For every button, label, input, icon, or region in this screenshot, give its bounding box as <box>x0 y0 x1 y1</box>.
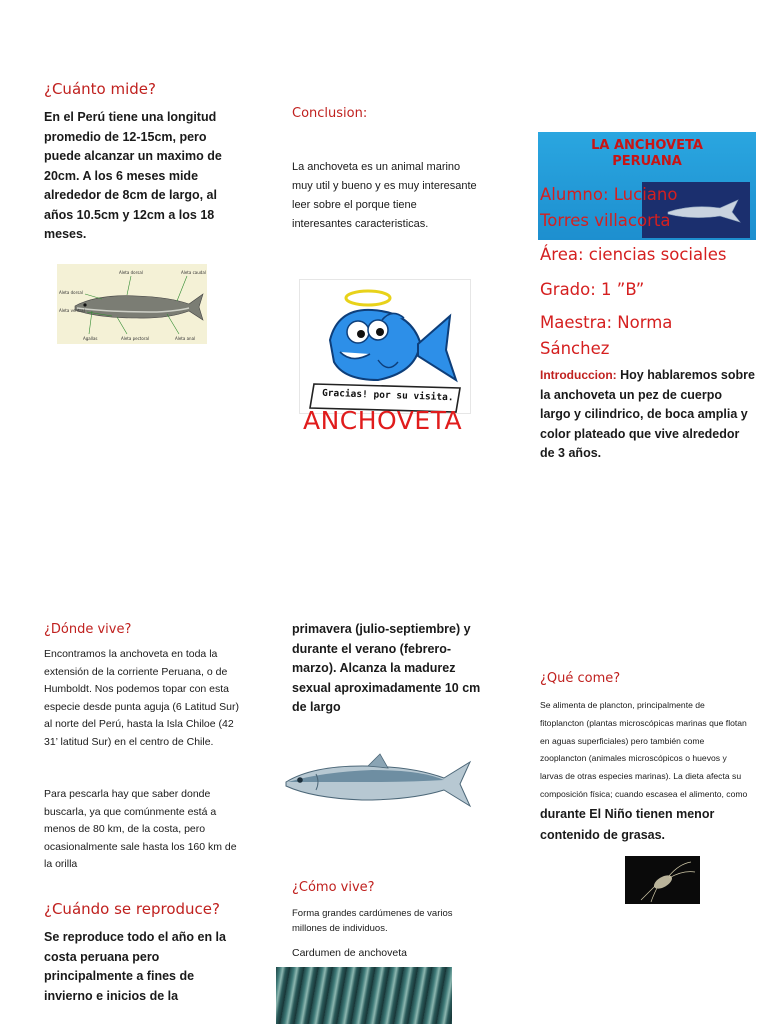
text-introduccion <box>540 366 755 464</box>
intro-text: Hoy hablaremos sobre la anchoveta un pez de cuerpo largo y cilindrico, de boca amplia y color plateado que vive alrededor de 3 años. <box>540 368 755 460</box>
grado-field: Grado: 1 ”B” <box>540 280 645 299</box>
alumno-field <box>540 182 760 234</box>
text-cuanto-mide: En el Perú tiene una longitud promedio de 12-15cm, pero puede alcanzar un maximo de 20cm. A los 6 meses mide alrededor de 8cm de largo, al años 10.5cm y 12cm a los 18 meses. <box>44 110 222 241</box>
cardumen-photo <box>276 967 452 1024</box>
heading-cuando-reproduce: ¿Cuándo se reproduce? <box>44 900 220 918</box>
text-conclusion: La anchoveta es un animal marino muy util y bueno y es muy interesante leer sobre el porque tiene interesantes caracteristicas. <box>292 161 477 230</box>
fin-label: Aleta ventral <box>59 308 85 313</box>
anchovy-drawing <box>282 752 474 810</box>
anchoveta-title: ANCHOVETA <box>303 406 463 435</box>
fin-label: Agallas <box>83 336 98 341</box>
banner-title <box>538 138 756 170</box>
maestra-line1: Maestra: Norma <box>540 313 673 332</box>
heading-donde-vive: ¿Dónde vive? <box>44 622 132 637</box>
banner-title-line1: LA ANCHOVETA <box>591 138 703 153</box>
fish-anatomy-diagram <box>57 264 207 344</box>
fin-label: Aleta dorsal <box>119 270 143 275</box>
cartoon-fish-image <box>299 279 471 414</box>
intro-label: Introduccion: <box>540 368 617 382</box>
fin-label: Aleta caudal <box>181 270 206 275</box>
heading-que-come: ¿Qué come? <box>540 671 621 686</box>
heading-como-vive: ¿Cómo vive? <box>292 880 375 895</box>
text-donde-pescar: Para pescarla hay que saber donde buscarla, ya que comúnmente está a menos de 80 km, de la costa, pero ocasionalmente sale hasta los 160 km de la orilla <box>44 788 237 870</box>
fin-label: Aleta pectoral <box>121 336 150 341</box>
fin-label: Aleta anal <box>175 336 196 341</box>
maestra-field <box>540 310 760 362</box>
anchovy-illustration <box>282 752 474 810</box>
zooplankton-drawing <box>625 856 700 904</box>
fin-label: Aleta dorsal <box>59 290 83 295</box>
banner-title-line2: PERUANA <box>612 154 682 169</box>
que-come-small-text: Se alimenta de plancton, principalmente de fitoplancton (plantas microscópicas marinas que flotan en aguas superficiales) pero también come zooplancton (animales microscópicos o huevos y larvas de otras especies marinas). La dieta afecta su composición física; cuando escasea el alimento, como <box>540 700 748 799</box>
heading-conclusion: Conclusion: <box>292 106 368 121</box>
text-que-come <box>540 697 750 846</box>
text-cuando-reproduce: Se reproduce todo el año en la costa peruana pero principalmente a fines de invierno e inicios de la <box>44 930 226 1003</box>
zooplankton-photo <box>625 856 700 904</box>
que-come-large-text: durante El Niño tienen menor contenido de grasas. <box>540 806 715 842</box>
alumno-line2: Torres villacorta <box>540 211 671 230</box>
text-como-vive: Forma grandes cardúmenes de varios millones de individuos. <box>292 908 453 934</box>
fish-anatomy-drawing <box>57 264 207 344</box>
maestra-line2: Sánchez <box>540 339 610 358</box>
area-field: Área: ciencias sociales <box>540 245 727 264</box>
cardumen-caption: Cardumen de anchoveta <box>292 947 407 959</box>
alumno-line1: Alumno: Luciano <box>540 185 678 204</box>
text-primavera: primavera (julio-septiembre) y durante el verano (febrero-marzo). Alcanza la madurez sexual aproximadamente 10 cm de largo <box>292 622 481 714</box>
text-donde-vive: Encontramos la anchoveta en toda la extensión de la corriente Peruana, o de Humboldt. Nos podemos topar con esta especie desde punta aguja (6 Latitud Sur) al norte del Perú, hasta la Isla Chiloe (42 31’ latitud Sur) en el centro de Chile. <box>44 648 239 748</box>
thanks-sign-text: Gracias! por su visita. <box>321 387 454 404</box>
heading-cuanto-mide: ¿Cuánto mide? <box>44 80 156 98</box>
